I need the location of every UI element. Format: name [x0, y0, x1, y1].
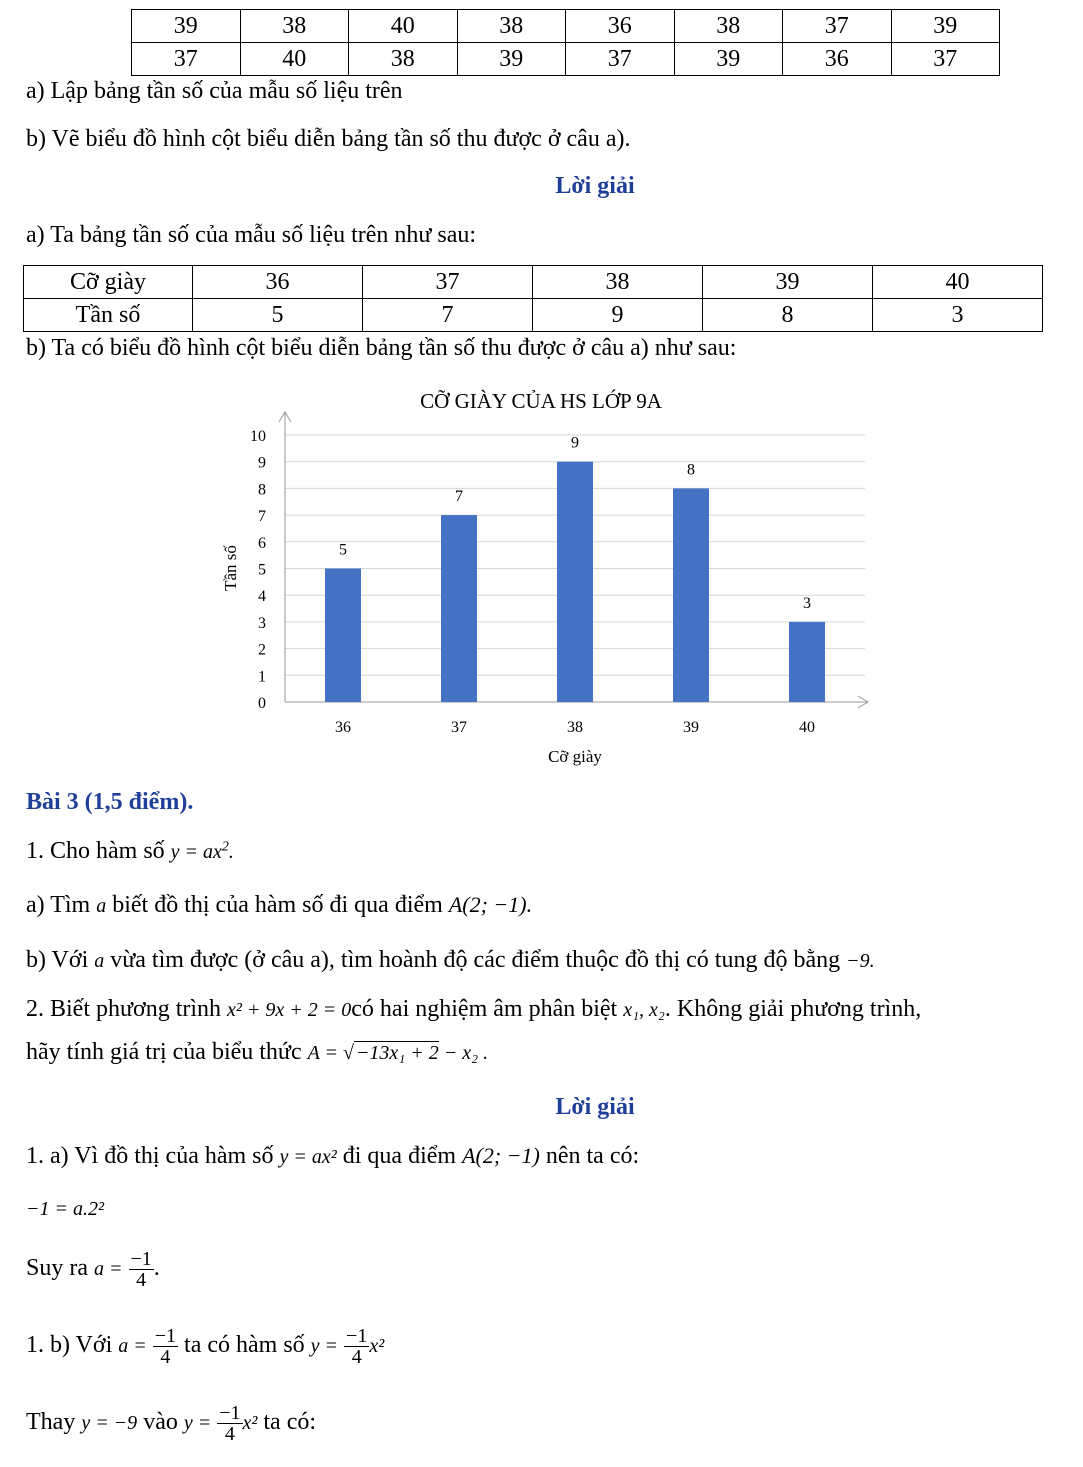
math-expr: y = −9 [81, 1412, 138, 1435]
y-tick-label: 10 [250, 428, 266, 445]
data-cell: 39 [674, 43, 783, 76]
text: 2. Biết phương trình [26, 996, 222, 1022]
size-cell: 39 [703, 266, 873, 299]
math-expr: x² [242, 1412, 258, 1435]
bai3-line-3: hãy tính giá trị của biểu thức A = √ −13x₁ + 2 − x₂ . [26, 1039, 489, 1065]
bar [673, 488, 709, 702]
data-cell: 37 [566, 43, 675, 76]
frac-num: −1 [130, 1248, 152, 1270]
answer-a: a) Ta bảng tần số của mẫu số liệu trên như sau: [26, 222, 477, 248]
text: a) Tìm [26, 892, 91, 918]
math-expr: y = ax [170, 841, 222, 863]
y-tick-label: 6 [258, 534, 266, 552]
bai3-line-a [26, 892, 532, 919]
frequency-bar-chart [0, 375, 1083, 795]
bai3-line-2 [26, 996, 921, 1023]
y-tick-label: 7 [258, 508, 266, 526]
data-table-row-1 [132, 10, 1000, 43]
solution-title-2: Lời giải [555, 1094, 635, 1120]
data-cell: 38 [457, 10, 566, 43]
question-a: a) Lập bảng tần số của mẫu số liệu trên [26, 78, 403, 104]
frac-den: 4 [351, 1346, 362, 1368]
data-label: 9 [571, 434, 579, 452]
data-cell: 37 [783, 10, 892, 43]
math-expr: y = [183, 1412, 212, 1435]
text: Suy ra [26, 1255, 88, 1282]
frac-den: 4 [224, 1423, 235, 1445]
sqrt-expr: −13x₁ + 2 [355, 1042, 439, 1064]
x-axis-label: Cỡ giày [548, 747, 602, 766]
data-cell: 38 [674, 10, 783, 43]
y-axis-label: Tần số [221, 545, 240, 591]
data-table-row-2 [132, 43, 1000, 76]
frac-num: −1 [346, 1325, 368, 1347]
frequency-table [23, 265, 1043, 332]
text: đi qua điểm [342, 1143, 457, 1169]
size-cell: 37 [363, 266, 533, 299]
math-expr: a = [118, 1335, 147, 1358]
fraction [217, 1403, 242, 1444]
text: 1. b) Với [26, 1332, 113, 1359]
math-expr: − x₂ . [443, 1042, 489, 1064]
x-tick-label: 39 [683, 719, 699, 736]
data-cell: 37 [132, 43, 241, 76]
y-tick-label: 0 [258, 695, 266, 712]
fraction [129, 1249, 154, 1290]
freq-cell: 7 [363, 299, 533, 332]
math-expr: x² [369, 1335, 385, 1358]
text: vào [143, 1409, 178, 1436]
data-cell: 38 [349, 43, 458, 76]
chart-title: CỠ GIÀY CỦA HS LỚP 9A [420, 389, 662, 413]
solution-line-1 [26, 1143, 639, 1170]
text: b) Với [26, 947, 89, 973]
math-expr: a = [94, 1258, 123, 1281]
math-var: a [96, 895, 107, 917]
y-tick-label: 5 [258, 561, 266, 579]
data-label: 5 [339, 541, 347, 559]
freq-cell: 9 [533, 299, 703, 332]
text: 1. Cho hàm số [26, 838, 165, 864]
freq-header-label: Cỡ giày [24, 266, 193, 299]
bar [325, 569, 361, 703]
x-tick-label: 37 [451, 719, 467, 736]
text: nên ta có: [545, 1143, 640, 1169]
math-var: a [94, 950, 105, 972]
data-cell: 38 [240, 10, 349, 43]
bar [557, 462, 593, 702]
math-value: −9. [846, 950, 875, 972]
bai3-line-b [26, 947, 875, 974]
solution-title-1: Lời giải [555, 173, 635, 199]
math-point: A(2; −1). [448, 892, 533, 917]
text: ta có: [263, 1409, 317, 1436]
math-expr: y = [310, 1335, 339, 1358]
bai3-line-1: 1. Cho hàm số $y = ax^2$. [26, 838, 234, 864]
bai3-title: Bài 3 (1,5 điểm). [26, 789, 194, 815]
text: biết đồ thị của hàm số đi qua điểm [112, 892, 443, 918]
data-cell: 36 [566, 10, 675, 43]
question-b: b) Vẽ biểu đồ hình cột biểu diễn bảng tần số thu được ở câu a). [26, 126, 631, 152]
data-label: 8 [687, 461, 695, 479]
freq-cell: 5 [193, 299, 363, 332]
y-tick-label: 4 [258, 588, 266, 606]
frac-num: −1 [154, 1325, 177, 1347]
math-roots: x₁, x₂ [623, 999, 665, 1021]
frac-den: 4 [136, 1269, 147, 1291]
y-tick-label: 3 [258, 614, 266, 632]
data-cell: 39 [132, 10, 241, 43]
freq-table-size-row [24, 266, 1043, 299]
x-tick-label: 38 [567, 719, 583, 736]
data-table [131, 9, 1000, 76]
solution-line-5 [26, 1403, 316, 1444]
x-tick-label: 36 [335, 719, 351, 736]
fraction [153, 1326, 178, 1367]
size-cell: 40 [873, 266, 1043, 299]
text: . Không giải phương trình, [664, 996, 922, 1022]
solution-eq: −1 = a.2² [26, 1198, 104, 1220]
solution-line-3 [26, 1249, 160, 1290]
x-tick-label: 40 [799, 719, 815, 736]
freq-cell: 3 [873, 299, 1043, 332]
data-cell: 39 [891, 10, 1000, 43]
frac-num: −1 [219, 1402, 241, 1424]
text: ta có hàm số [184, 1332, 305, 1359]
frac-den: 4 [160, 1346, 171, 1368]
bar [441, 515, 477, 702]
text: hãy tính giá trị của biểu thức [26, 1039, 302, 1065]
math-expr: A = [307, 1042, 338, 1064]
math-equation: x² + 9x + 2 = 0 [227, 999, 352, 1021]
data-cell: 37 [891, 43, 1000, 76]
y-tick-label: 8 [258, 481, 266, 499]
solution-line-4 [26, 1326, 384, 1367]
data-cell: 40 [240, 43, 349, 76]
data-label: 7 [455, 488, 463, 506]
data-label: 3 [803, 594, 811, 612]
data-cell: 39 [457, 43, 566, 76]
bar [789, 622, 825, 702]
freq-table-freq-row [24, 299, 1043, 332]
math-expr: y = ax² [279, 1146, 337, 1168]
fraction [344, 1326, 369, 1367]
freq-cell: 8 [703, 299, 873, 332]
math-point: A(2; −1) [462, 1143, 540, 1168]
data-cell: 36 [783, 43, 892, 76]
text: vừa tìm được (ở câu a), tìm hoành độ các điểm thuộc đồ thị có tung độ bằng [110, 947, 841, 973]
y-tick-label: 2 [258, 641, 266, 659]
text: có hai nghiệm âm phân biệt [351, 996, 618, 1022]
y-tick-label: 9 [258, 454, 266, 472]
text: 1. a) Vì đồ thị của hàm số [26, 1143, 274, 1169]
size-cell: 36 [193, 266, 363, 299]
size-cell: 38 [533, 266, 703, 299]
text: . [153, 1255, 160, 1282]
text: Thay [26, 1409, 76, 1436]
answer-b: b) Ta có biểu đồ hình cột biểu diễn bảng tần số thu được ở câu a) như sau: [26, 335, 737, 361]
freq-row-label: Tần số [24, 299, 193, 332]
data-cell: 40 [349, 10, 458, 43]
y-tick-label: 1 [258, 668, 266, 686]
